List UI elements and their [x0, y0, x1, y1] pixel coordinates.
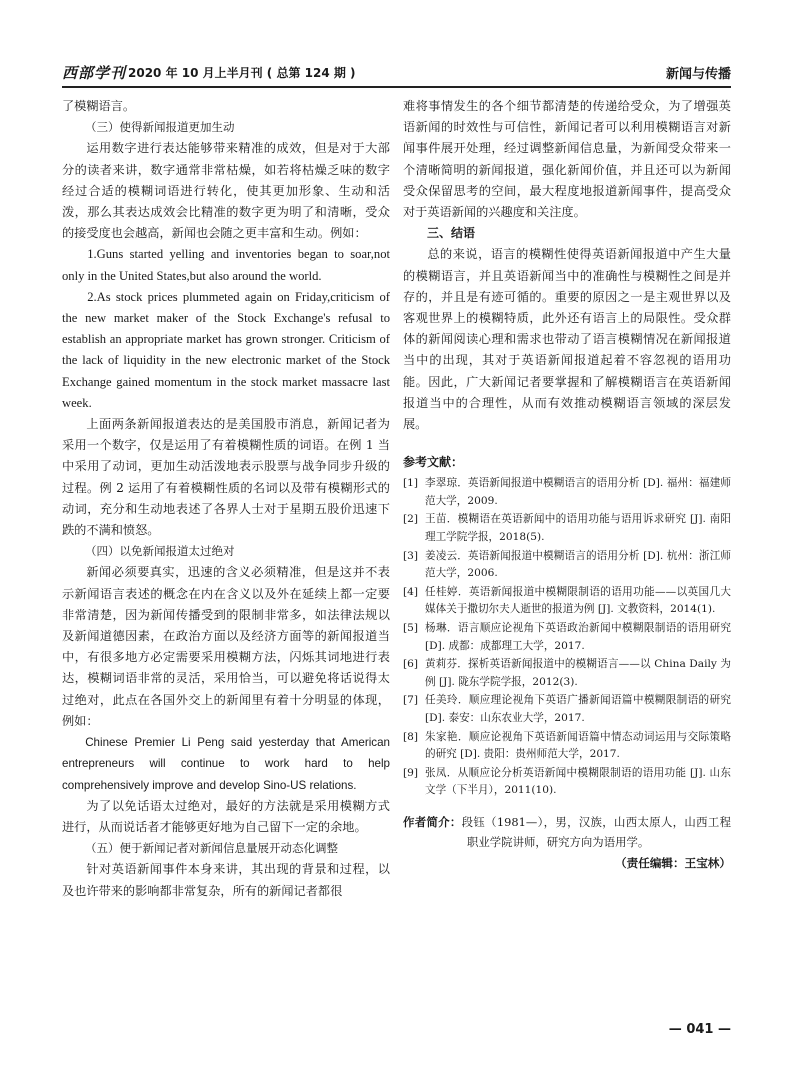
reference-item: [3] 姜凌云．英语新闻报道中模糊语言的语用分析 [D]. 杭州：浙江师范大学，2006. — [403, 549, 731, 580]
author-bio-label: 作者简介： — [403, 814, 462, 829]
issue-info: 2020 年 10 月上半月刊 ( 总第 124 期 ) — [128, 66, 356, 80]
section-heading: 三、结语 — [427, 226, 476, 241]
english-example: 2.As stock prices plummeted again on Friday,criticism of the new market maker of the Stock Exchange's refusal to establish an appropriate market has grown stronger. Criticism of the lack of liquidity in the new electronic market of the Stock Exchange gained momentum in the stock market massacre last week. — [62, 289, 390, 410]
author-bio — [403, 812, 731, 852]
page-header — [62, 56, 731, 88]
paragraph: 难将事情发生的各个细节都清楚的传递给受众，为了增强英语新闻的时效性与可信性，新闻记者可以利用模糊语言对新闻事件展开处理，经过调整新闻信息量，为新闻受众带来一个清晰简明的新闻报道，强化新闻价值，并且还可以为新闻受众保留思考的空间，最大程度地报道新闻事件，提高受众对于英语新闻的兴趣度和关注度。 — [403, 99, 731, 220]
right-column — [403, 96, 731, 874]
reference-item: [1] 李翠琼．英语新闻报道中模糊语言的语用分析 [D]. 福州：福建师范大学，2009. — [403, 477, 731, 507]
responsible-editor: （责任编辑：王宝林） — [615, 855, 731, 870]
journal-logo: 西部学刊 — [62, 64, 127, 82]
reference-item: [5] 杨琳．语言顺应论视角下英语政治新闻中模糊限制语的语用研究 [D]. 成都：成都理工大学，2017. — [403, 622, 731, 652]
paragraph: 总的来说，语言的模糊性使得英语新闻报道中产生大量的模糊语言，并且英语新闻当中的准确性与模糊性之间是并存的，并且是有迹可循的。重要的原因之一是主观世界以及客观世界上的模糊特质，此外还有语言上的局限性。受众群体的新闻阅读心理和需求也带动了语言模糊情况在新闻报道当中的出现，其对于英语新闻报道起着不容忽视的语用功能。因此，广大新闻记者要掌握和了解模糊语言在英语新闻报道当中的合理性，从而有效推动模糊语言领域的深层发展。 — [403, 247, 731, 432]
paragraph: 了模糊语言。 — [62, 99, 136, 113]
reference-item: [7] 任美玲．顺应理论视角下英语广播新闻语篇中模糊限制语的研究 [D]. 泰安：山东农业大学，2017. — [403, 694, 731, 724]
reference-item: [2] 王苗．模糊语在英语新闻中的语用功能与语用诉求研究 [J]. 南阳理工学院学报，2018(5). — [403, 513, 731, 544]
subheading: （五）便于新闻记者对新闻信息量展开动态化调整 — [85, 841, 338, 856]
reference-item: [6] 黄莉芬．探析英语新闻报道中的模糊语言——以 China Daily 为例 [J]. 陇东学院学报，2012(3). — [403, 658, 731, 688]
english-example: Chinese Premier Li Peng said yesterday that American entrepreneurs will continue to work hard to help comprehensively improve and develop Sino-US relations. — [62, 736, 390, 792]
references-heading: 参考文献： — [403, 455, 464, 470]
reference-item: [9] 张凤．从顺应论分析英语新闻中模糊限制语的语用功能 [J]. 山东文学（下半月），2011(10). — [403, 766, 731, 797]
reference-item: [4] 任桂婷．英语新闻报道中模糊限制语的语用功能——以英国几大媒体关于撒切尔夫人逝世的报道为例 [J]. 文教资料，2014(1). — [403, 585, 731, 616]
paragraph: 上面两条新闻报道表达的是美国股市消息，新闻记者为采用一个数字，仅是运用了有着模糊性质的词语。在例 1 当中采用了动词，更加生动活泼地表示股票与战争同步升级的过程。例 2 运用了有着模糊性质的名词以及带有模糊形式的动词，充分和生动地表述了各界人士对于星期五股价迅速下跌的不满和愤怒。 — [62, 417, 390, 538]
subheading: （三）使得新闻报道更加生动 — [85, 120, 235, 135]
paragraph: 针对英语新闻事件本身来讲，其出现的背景和过程，以及也许带来的影响都非常复杂，所有的新闻记者都很 — [62, 862, 390, 898]
english-example: 1.Guns started yelling and inventories began to soar,not only in the United States,but also around the world. — [62, 247, 390, 283]
page-number: — 041 — — [668, 1022, 731, 1037]
reference-list — [403, 475, 731, 800]
paragraph: 为了以免话语太过绝对，最好的方法就是采用模糊方式进行，从而说话者才能够更好地为自己留下一定的余地。 — [62, 798, 390, 834]
subheading: （四）以免新闻报道太过绝对 — [85, 544, 235, 559]
left-column — [62, 96, 390, 902]
section-title: 新闻与传播 — [665, 67, 731, 82]
reference-item: [8] 朱家艳．顺应论视角下英语新闻语篇中情态动词运用与交际策略的研究 [D]. 贵阳：贵州师范大学，2017. — [403, 730, 731, 761]
paragraph: 运用数字进行表达能够带来精准的成效，但是对于大部分的读者来讲，数字通常非常枯燥，如若将枯燥乏味的数字经过合适的模糊词语进行转化，使其更加形象、生动和活泼，那么其表达成效会比精准的数字更为明了和清晰，受众的接受度也会越高，新闻也会随之更丰富和生动。例如： — [62, 141, 390, 241]
author-bio-text: 段钰（1981—），男，汉族，山西太原人，山西工程职业学院讲师，研究方向为语用学。 — [461, 814, 731, 849]
paragraph: 新闻必须要真实，迅速的含义必须精准，但是这并不表示新闻语言表述的概念在内在含义以及外在延续上都一定要非常清楚，因为新闻传播受到的限制非常多，如法律法规以及新闻道德因素，在政治方面以及经济方面等的新闻报道当中，有很多地方必定需要采用模糊方法，闪烁其词地进行表达，模糊词语非常的灵活，采用恰当，可以避免将话说得太过绝对，此点在各国外交上的新闻里有着十分明显的体现，例如： — [62, 565, 390, 728]
